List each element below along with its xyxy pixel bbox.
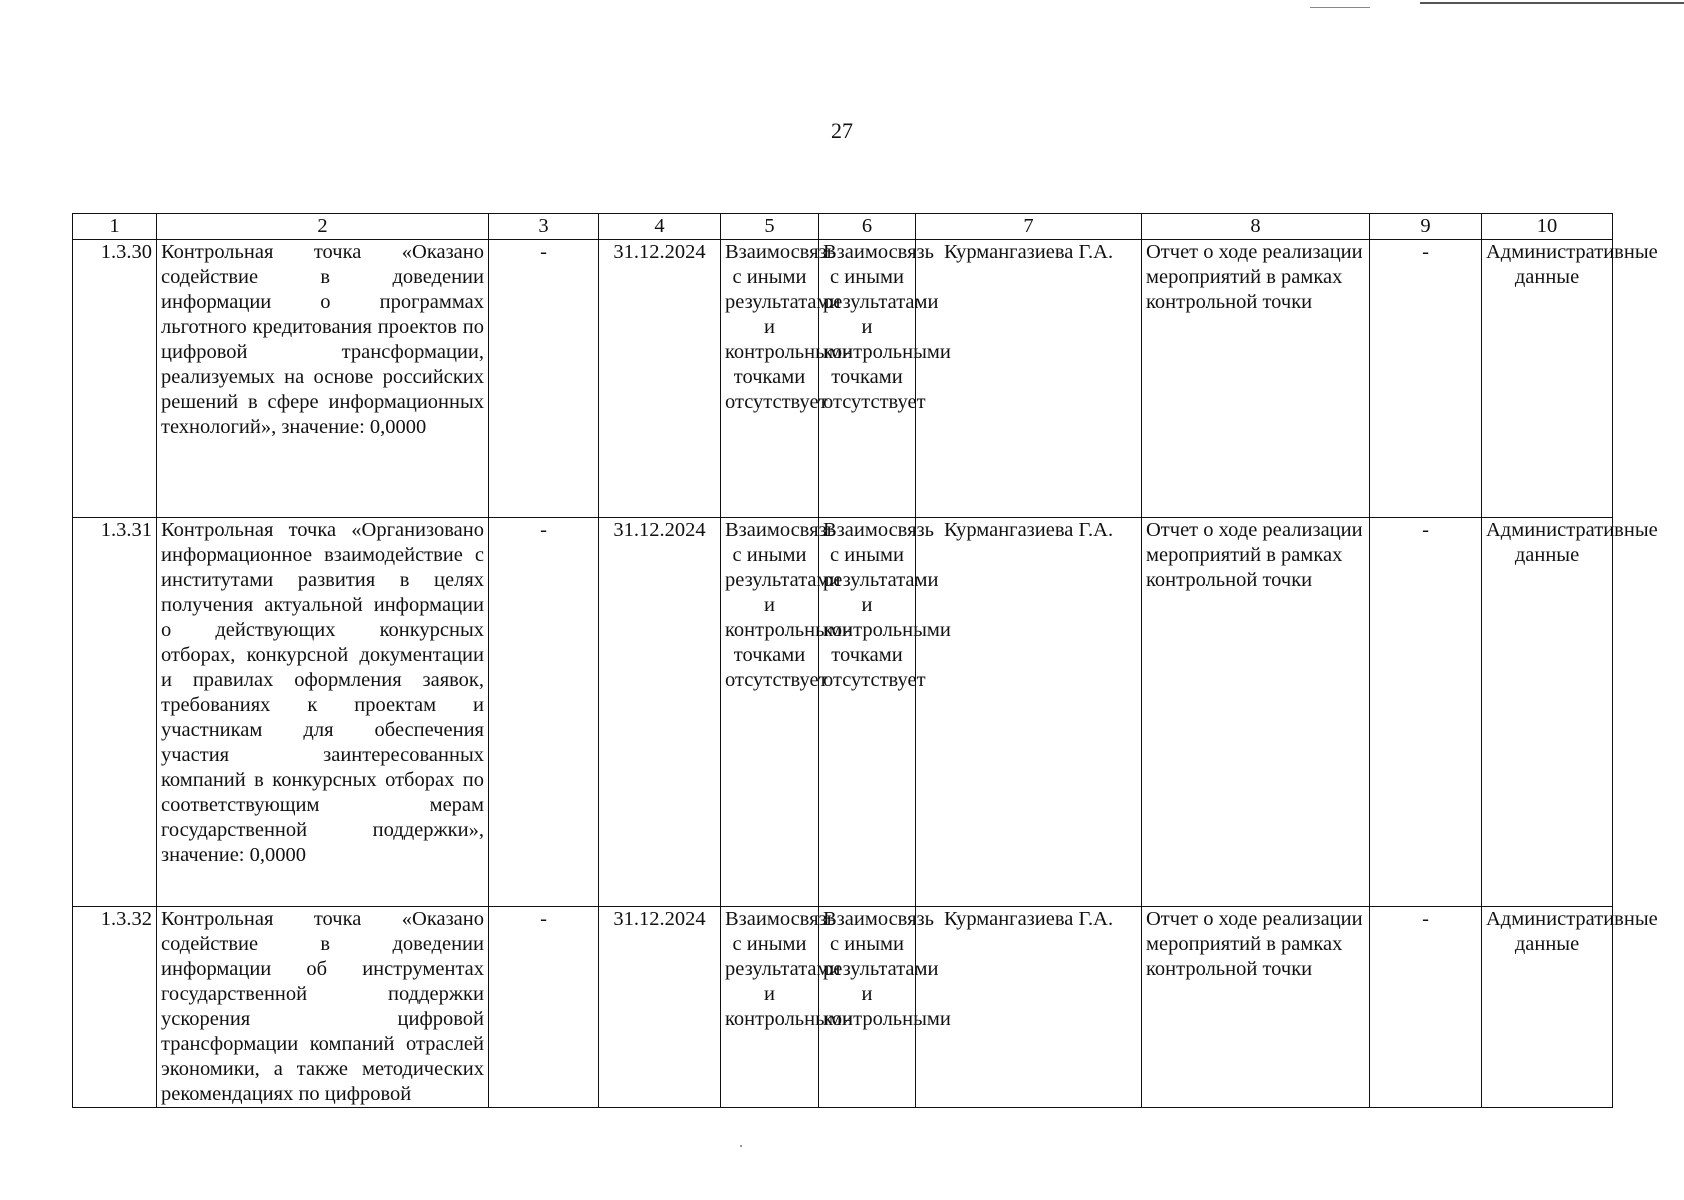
row-column-3: - — [489, 907, 599, 1108]
row-date: 31.12.2024 — [599, 518, 721, 907]
row-number: 1.3.32 — [73, 907, 157, 1108]
row-number: 1.3.30 — [73, 240, 157, 518]
header-cell: 10 — [1482, 214, 1613, 240]
row-relation-6: Взаимосвязь с иными результатами и контрольными — [819, 907, 916, 1108]
table-header-row — [73, 214, 1613, 240]
header-cell: 2 — [157, 214, 489, 240]
header-cell: 7 — [916, 214, 1142, 240]
row-report: Отчет о ходе реализации мероприятий в рамках контрольной точки — [1142, 240, 1370, 518]
table-row — [73, 518, 1613, 907]
row-responsible: Курмангазиева Г.А. — [916, 240, 1142, 518]
row-description: Контрольная точка «Организовано информационное взаимодействие с институтами развития в целях получения актуальной информации о действующих конкурсных отборах, конкурсной документации и правилах оформления заявок, требованиях к проектам и участникам для обеспечения участия заинтересованных компаний в конкурсных отборах по соответствующим мерам государственной поддержки», значение: 0,0000 — [157, 518, 489, 907]
row-report: Отчет о ходе реализации мероприятий в рамках контрольной точки — [1142, 518, 1370, 907]
header-cell: 3 — [489, 214, 599, 240]
row-column-9: - — [1370, 518, 1482, 907]
page-number: 27 — [831, 118, 853, 143]
table-row — [73, 907, 1613, 1108]
row-number: 1.3.31 — [73, 518, 157, 907]
row-relation-5: Взаимосвязь с иными результатами и контрольными — [721, 907, 819, 1108]
row-date: 31.12.2024 — [599, 240, 721, 518]
row-source: Административные данные — [1482, 907, 1613, 1108]
row-description: Контрольная точка «Оказано содействие в доведении информации о программах льготного кредитования проектов по цифровой трансформации, реализуемых на основе российских решений в сфере информационных технологий», значение: 0,0000 — [157, 240, 489, 518]
row-date: 31.12.2024 — [599, 907, 721, 1108]
row-relation-6: Взаимосвязь с иными результатами и контрольными точками отсутствует — [819, 240, 916, 518]
control-points-table — [72, 213, 1658, 1108]
row-column-3: - — [489, 518, 599, 907]
row-column-9: - — [1370, 907, 1482, 1108]
row-source: Административные данные — [1482, 518, 1613, 907]
row-column-9: - — [1370, 240, 1482, 518]
header-cell: 5 — [721, 214, 819, 240]
header-cell: 6 — [819, 214, 916, 240]
row-description: Контрольная точка «Оказано содействие в доведении информации об инструментах государственной поддержки ускорения цифровой трансформации компаний отраслей экономики, а также методических рекомендациях по цифровой — [157, 907, 489, 1108]
scan-artifact-line — [1420, 2, 1684, 4]
table-row — [73, 240, 1613, 518]
header-cell: 1 — [73, 214, 157, 240]
row-report: Отчет о ходе реализации мероприятий в рамках контрольной точки — [1142, 907, 1370, 1108]
header-cell: 4 — [599, 214, 721, 240]
row-relation-5: Взаимосвязь с иными результатами и контрольными точками отсутствует — [721, 518, 819, 907]
row-relation-5: Взаимосвязь с иными результатами и контрольными точками отсутствует — [721, 240, 819, 518]
row-relation-6: Взаимосвязь с иными результатами и контрольными точками отсутствует — [819, 518, 916, 907]
header-cell: 9 — [1370, 214, 1482, 240]
row-responsible: Курмангазиева Г.А. — [916, 518, 1142, 907]
row-source: Административные данные — [1482, 240, 1613, 518]
scan-artifact-line — [1310, 7, 1370, 8]
row-responsible: Курмангазиева Г.А. — [916, 907, 1142, 1108]
scan-speck — [740, 1145, 742, 1147]
header-cell: 8 — [1142, 214, 1370, 240]
row-column-3: - — [489, 240, 599, 518]
